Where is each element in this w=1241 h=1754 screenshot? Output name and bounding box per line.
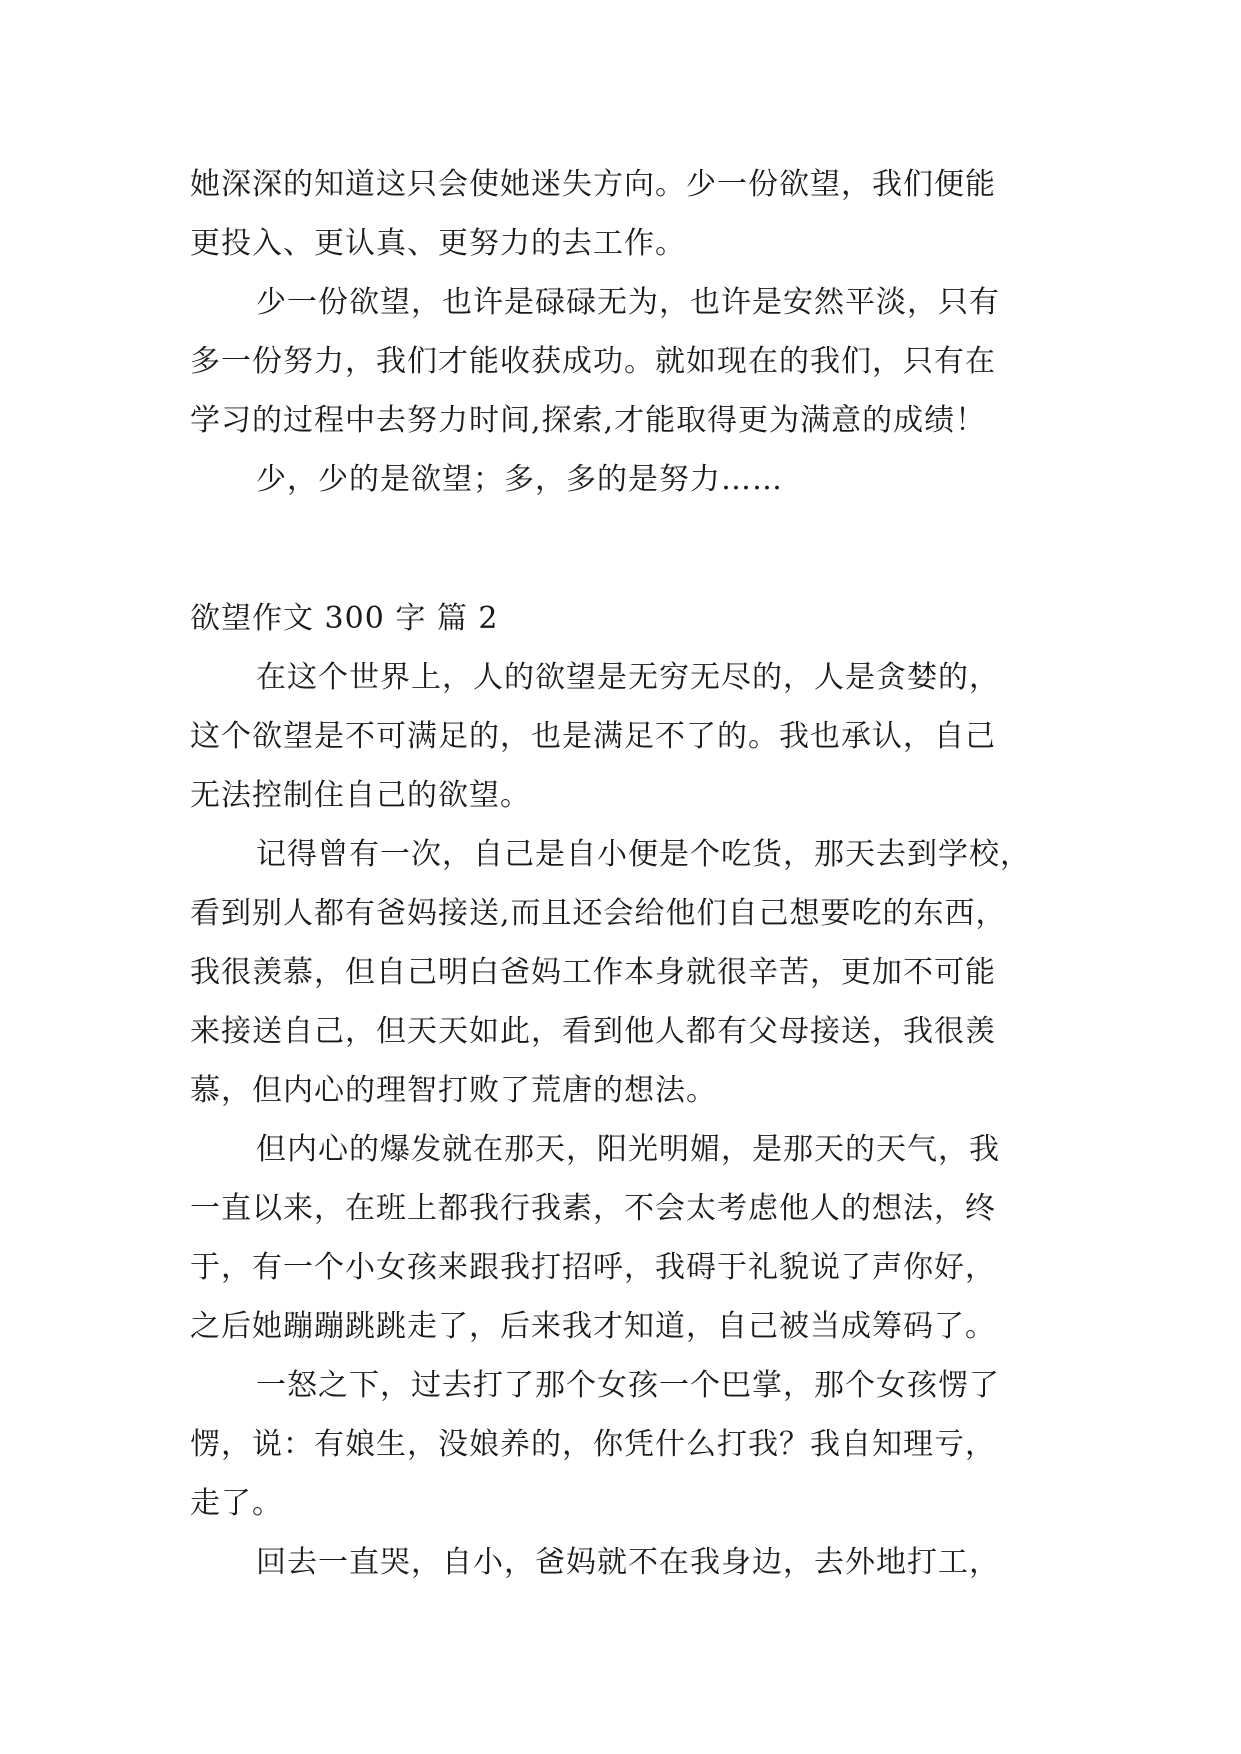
text-line: 但内心的爆发就在那天，阳光明媚，是那天的天气，我 xyxy=(256,1132,1000,1167)
text-line: 少，少的是欲望；多，多的是努力…… xyxy=(256,462,783,497)
section-heading: 欲望作文 300 字 篇 2 xyxy=(190,601,499,636)
text-line: 多一份努力，我们才能收获成功。就如现在的我们，只有在 xyxy=(190,344,996,379)
section-gap xyxy=(190,509,1070,589)
paragraph xyxy=(190,450,1070,509)
document-page xyxy=(190,155,1070,1592)
text-line: 愣，说：有娘生，没娘养的，你凭什么打我？我自知理亏， xyxy=(190,1427,996,1462)
text-line: 这个欲望是不可满足的，也是满足不了的。我也承认，自己 xyxy=(190,719,996,754)
text-line: 之后她蹦蹦跳跳走了，后来我才知道，自己被当成筹码了。 xyxy=(190,1309,996,1344)
paragraph xyxy=(190,648,1070,825)
text-line: 我很羡慕，但自己明白爸妈工作本身就很辛苦，更加不可能 xyxy=(190,955,996,990)
paragraph xyxy=(190,1120,1070,1356)
text-line: 于，有一个小女孩来跟我打招呼，我碍于礼貌说了声你好， xyxy=(190,1250,996,1285)
text-line: 回去一直哭，自小，爸妈就不在我身边，去外地打工， xyxy=(256,1545,1000,1580)
text-line: 无法控制住自己的欲望。 xyxy=(190,778,531,813)
paragraph xyxy=(190,825,1070,1120)
text-line: 走了。 xyxy=(190,1486,283,1521)
paragraph xyxy=(190,1533,1070,1592)
text-line: 她深深的知道这只会使她迷失方向。少一份欲望，我们便能 xyxy=(190,167,996,202)
paragraph xyxy=(190,1356,1070,1533)
text-line: 学习的过程中去努力时间,探索,才能取得更为满意的成绩！ xyxy=(190,403,987,438)
text-line: 看到别人都有爸妈接送,而且还会给他们自己想要吃的东西， xyxy=(190,896,1007,931)
text-line: 一怒之下，过去打了那个女孩一个巴掌，那个女孩愣了 xyxy=(256,1368,1000,1403)
text-line: 慕，但内心的理智打败了荒唐的想法。 xyxy=(190,1073,717,1108)
paragraph xyxy=(190,155,1070,273)
text-line: 更投入、更认真、更努力的去工作。 xyxy=(190,226,686,261)
text-line: 少一份欲望，也许是碌碌无为，也许是安然平淡，只有 xyxy=(256,285,1000,320)
text-line: 记得曾有一次，自己是自小便是个吃货，那天去到学校， xyxy=(256,837,1031,872)
text-line: 来接送自己，但天天如此，看到他人都有父母接送，我很羡 xyxy=(190,1014,996,1049)
paragraph xyxy=(190,273,1070,450)
text-line: 在这个世界上，人的欲望是无穷无尽的，人是贪婪的， xyxy=(256,660,1000,695)
text-line: 一直以来，在班上都我行我素，不会太考虑他人的想法，终 xyxy=(190,1191,996,1226)
